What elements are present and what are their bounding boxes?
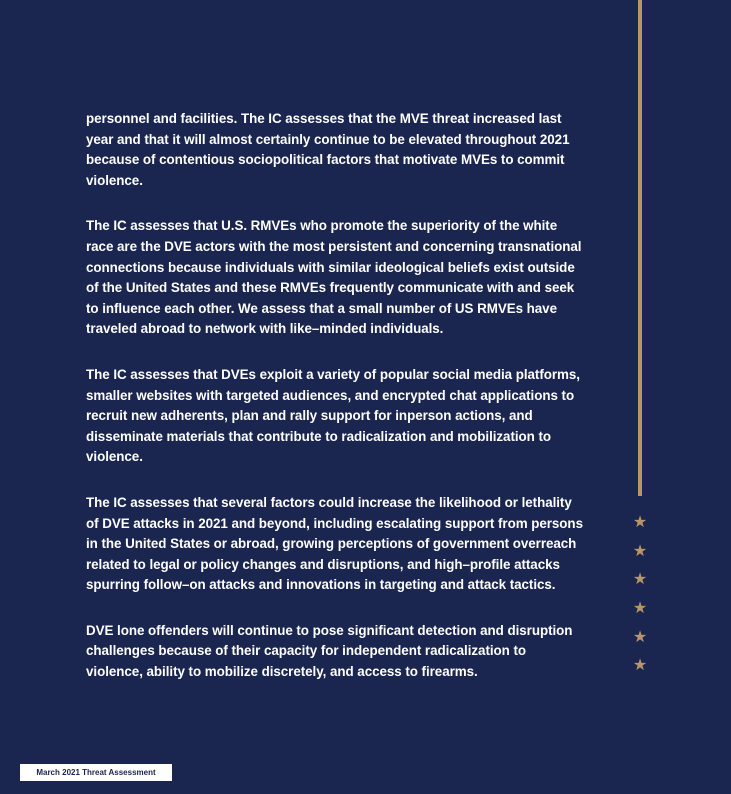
star-icon: ★ xyxy=(632,600,648,618)
star-icon: ★ xyxy=(632,571,648,589)
star-column xyxy=(629,512,651,684)
paragraph-lone-offenders: DVE lone offenders will continue to pose significant detection and disruption challenges because of their capacity for independent radicalization to violence, ability to mobilize discretely, and access to firearms. xyxy=(86,622,573,680)
star-icon: ★ xyxy=(632,542,648,560)
paragraph-risk-factors: The IC assesses that several factors could increase the likelihood or lethality of DVE attacks in 2021 and beyond, including escalating support from persons in the United States or abroad, growing perceptions of government overreach related to legal or policy changes and disruptions, and high–profile attacks spurring follow–on attacks and innovations in targeting and attack tactics. xyxy=(86,494,583,593)
star-icon: ★ xyxy=(632,514,648,531)
star-icon: ★ xyxy=(632,657,648,675)
paragraph-social-media: The IC assesses that DVEs exploit a variety of popular social media platforms, smaller websites with targeted audiences, and encrypted chat applications to recruit new adherents, plan and rally support for inperson actions, and disseminate materials that contribute to radicalization and mobilization to violence. xyxy=(86,366,580,465)
gold-vertical-rule xyxy=(638,0,642,496)
body-text xyxy=(86,109,586,708)
paragraph-rmve-connections: The IC assesses that U.S. RMVEs who promote the superiority of the white race are the DVE actors with the most persistent and concerning transnational connections because individuals with similar ideological beliefs exist outside of the United States and these RMVEs frequently communicate with and seek to influence each other. We assess that a small number of US RMVEs have traveled abroad to network with like–minded individuals. xyxy=(86,218,582,337)
paragraph-continued: personnel and facilities. The IC assesses that the MVE threat increased last year and that it will almost certainly continue to be elevated throughout 2021 because of contentious sociopolitical factors that motivate MVEs to commit violence. xyxy=(86,111,570,188)
star-icon: ★ xyxy=(632,628,648,646)
footer-label: March 2021 Threat Assessment xyxy=(20,764,172,781)
